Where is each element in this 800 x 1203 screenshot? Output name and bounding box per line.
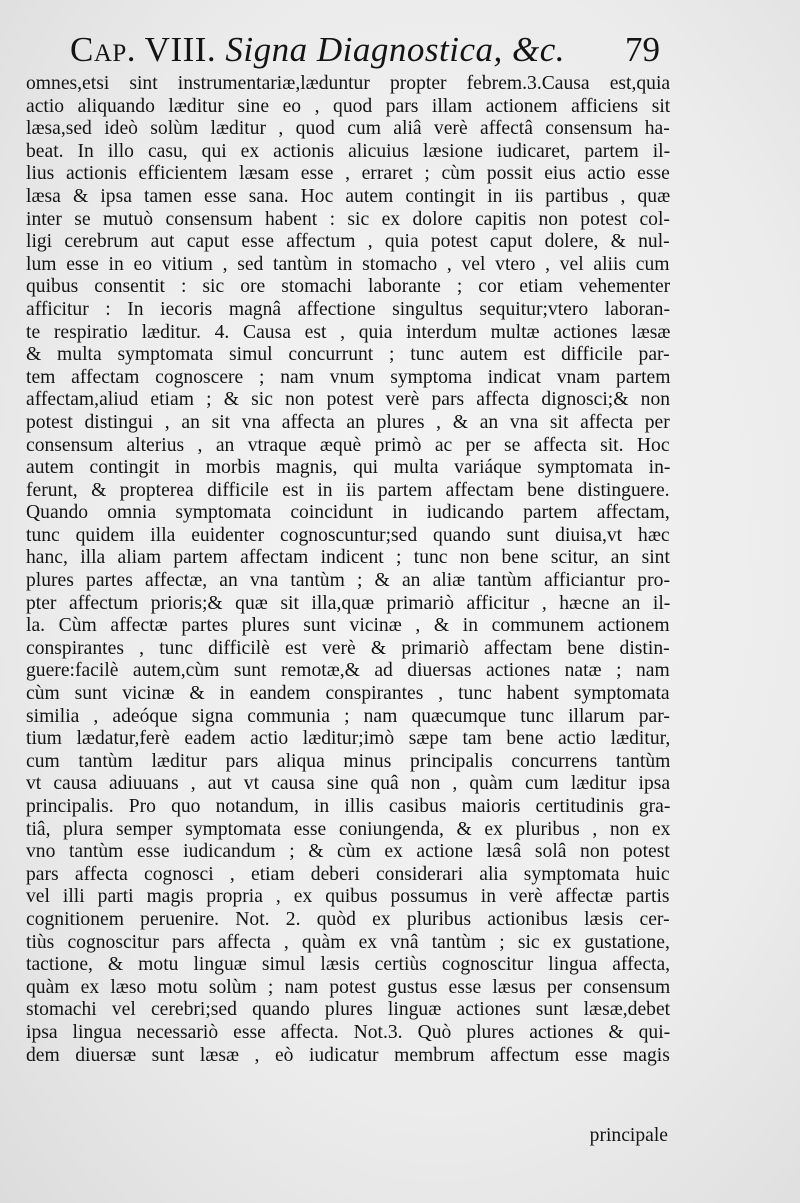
text-line: cum tantùm læditur pars aliqua minus principalis concurrens tantùm <box>26 750 671 772</box>
text-line: tem affectam cognoscere ; nam vnum symptoma indicat vnam partem <box>26 366 671 388</box>
text-line: vel illi parti magis propria , ex quibus possumus in verè affectæ partis <box>26 886 670 908</box>
text-line: beat. In illo casu, qui ex actionis alicuius læsione iudicaret, partem il- <box>26 140 671 162</box>
body-text <box>26 73 670 1067</box>
chapter-label: Cap. VIII. <box>70 30 217 69</box>
text-line: dem diuersæ sunt læsæ , eò iudicatur membrum affectum esse magis <box>26 1044 670 1066</box>
text-line: lum esse in eo vitium , sed tantùm in stomacho , vel vtero , vel aliis cum <box>26 253 670 275</box>
text-line: actio aliquando læditur sine eo , quod pars illam actionem afficiens sit <box>26 95 671 117</box>
text-line: potest distingui , an sit vna affecta an plures , & an vna sit affecta per <box>26 411 670 433</box>
text-line: vno tantùm esse iudicandum ; & cùm ex actione læsâ solâ non potest <box>26 841 670 863</box>
page-number: 79 <box>625 30 660 69</box>
text-line: omnes,etsi sint instrumentariæ,læduntur propter febrem.3.Causa est,quia <box>26 73 671 94</box>
text-line: cùm sunt vicinæ & in eandem conspirantes , tunc habent symptomata <box>26 683 670 705</box>
text-line: autem contingit in morbis magnis, qui multa variáque symptomata in- <box>26 457 671 479</box>
text-line: tiâ, plura semper symptomata esse coniungenda, & ex pluribus , non ex <box>26 818 671 840</box>
text-line: quàm ex læso motu solùm ; nam potest gustus esse læsus per consensum <box>26 976 671 998</box>
text-line: plures partes affectæ, an vna tantùm ; & an aliæ tantùm afficiantur pro- <box>26 570 670 592</box>
text-line: hanc, illa aliam partem affectam indicent ; tunc non bene scitur, an sint <box>26 547 670 569</box>
text-line: læsa & ipsa tamen esse sana. Hoc autem contingit in iis partibus , quæ <box>26 185 671 207</box>
text-line: similia , adeóque signa communia ; nam quæcumque tunc illarum par- <box>26 705 670 727</box>
text-line: vt causa adiuuans , aut vt causa sine quâ non , quàm cum læditur ipsa <box>26 773 671 795</box>
text-line: tunc quidem illa euidenter cognoscuntur;sed quando sunt diuisa,vt hæc <box>26 524 670 546</box>
running-head <box>70 30 565 70</box>
text-line: Quando omnia symptomata coincidunt in iudicando partem affectam, <box>26 502 670 524</box>
text-line: la. Cùm affectæ partes plures sunt vicinæ , & in communem actionem <box>26 615 670 637</box>
text-line: tium lædatur,ferè eadem actio læditur;imò sæpe tam bene actio læditur, <box>26 728 671 750</box>
text-line: ferunt, & propterea difficile est in iis partem affectam bene distinguere. <box>26 479 670 501</box>
text-line: & multa symptomata simul concurrunt ; tunc autem est difficile par- <box>26 344 670 366</box>
text-line: pter affectum prioris;& quæ sit illa,quæ primariò afficitur , hæcne an il- <box>26 592 671 614</box>
text-line: quibus consentit : sic ore stomachi laborante ; cor etiam vehementer <box>26 276 671 298</box>
text-line: guere:facilè autem,cùm sunt remotæ,& ad diuersas actiones natæ ; nam <box>26 660 670 682</box>
text-line: inter se mutuò consensum habent : sic ex dolore capitis non potest col- <box>26 208 670 230</box>
text-line: afficitur : In iecoris magnâ affectione singultus sequitur;vtero laboran- <box>26 298 670 320</box>
text-line: cognitionem peruenire. Not. 2. quòd ex pluribus actionibus læsis cer- <box>26 908 670 930</box>
text-line: lius actionis efficientem læsam esse , erraret ; cùm possit eius actio esse <box>26 163 670 185</box>
text-line: ipsa lingua necessariò esse affecta. Not.3. Quò plures actiones & qui- <box>26 1021 671 1043</box>
text-line: tiùs cognoscitur pars affecta , quàm ex vnâ tantùm ; sic ex gustatione, <box>26 931 670 953</box>
text-line: affectam,aliud etiam ; & sic non potest verè pars affecta dignosci;& non <box>26 389 671 411</box>
text-line: pars affecta cognosci , etiam deberi considerari alia symptomata huic <box>26 863 670 885</box>
text-line: tactione, & motu linguæ simul læsis certiùs cognoscitur lingua affecta, <box>26 954 671 976</box>
text-line: principalis. Pro quo notandum, in illis casibus maioris certitudinis gra- <box>26 796 671 817</box>
text-line: læsa,sed ideò solùm læditur , quod cum aliâ verè affectâ consensum ha- <box>26 118 670 140</box>
chapter-title: Signa Diagnostica, &c. <box>225 30 566 69</box>
catchword: principale <box>589 1125 668 1146</box>
text-line: stomachi vel cerebri;sed quando plures linguæ actiones sunt læsæ,debet <box>26 999 671 1021</box>
text-line: te respiratio læditur. 4. Causa est , quia interdum multæ actiones læsæ <box>26 321 671 343</box>
text-line: consensum alterius , an vtraque æquè primò ac per se affecta sit. Hoc <box>26 434 670 456</box>
text-line: ligi cerebrum aut caput esse affectum , quia potest caput dolere, & nul- <box>26 231 670 253</box>
text-line: conspirantes , tunc difficilè est verè & primariò affectam bene distin- <box>26 637 670 659</box>
